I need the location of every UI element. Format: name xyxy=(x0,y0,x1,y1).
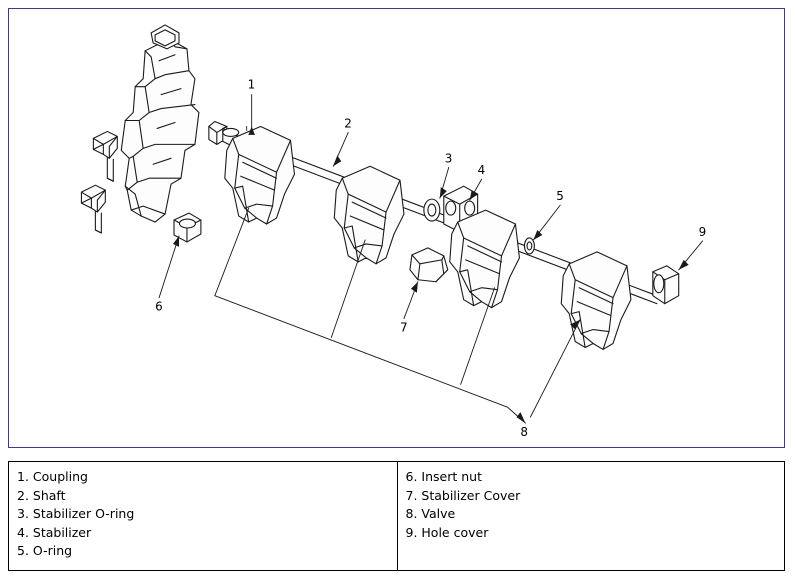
callout-2: 2 xyxy=(344,116,352,131)
bolt-lower xyxy=(81,185,105,233)
callout-5: 5 xyxy=(556,189,564,204)
legend-item: 1. Coupling xyxy=(17,469,88,484)
legend-item: 8. Valve xyxy=(405,506,456,521)
injector-body-2 xyxy=(334,166,404,264)
legend-item: 6. Insert nut xyxy=(405,469,482,484)
callout-1: 1 xyxy=(247,77,256,92)
legend-column-left xyxy=(9,462,397,570)
diagram-frame xyxy=(8,8,785,448)
callout-4: 4 xyxy=(477,163,486,178)
legend-item: 5. O-ring xyxy=(17,543,73,558)
stabilizer-cover xyxy=(410,248,448,282)
legend-item: 2. Shaft xyxy=(17,487,66,503)
legend-table xyxy=(8,461,785,571)
injector-body-1 xyxy=(225,126,295,224)
stabilizer-oring xyxy=(424,199,440,221)
injector-body-3 xyxy=(450,210,520,308)
legend-item: 7. Stabilizer Cover xyxy=(405,487,521,503)
callout-9: 9 xyxy=(698,224,707,239)
callout-3: 3 xyxy=(444,151,453,166)
callout-8: 8 xyxy=(520,425,529,440)
callout-7: 7 xyxy=(399,320,408,335)
legend-column-right xyxy=(397,462,785,570)
bolt-upper xyxy=(93,131,117,181)
callout-6: 6 xyxy=(155,299,163,314)
hole-cover xyxy=(653,266,679,304)
manifold-bracket xyxy=(121,25,199,222)
exploded-assembly-drawing xyxy=(9,9,784,447)
legend-item: 9. Hole cover xyxy=(405,524,489,540)
oring-on-shaft xyxy=(524,238,534,254)
injector-body-4 xyxy=(561,252,631,350)
legend-item: 3. Stabilizer O-ring xyxy=(17,506,135,521)
legend-item: 4. Stabilizer xyxy=(17,524,92,540)
